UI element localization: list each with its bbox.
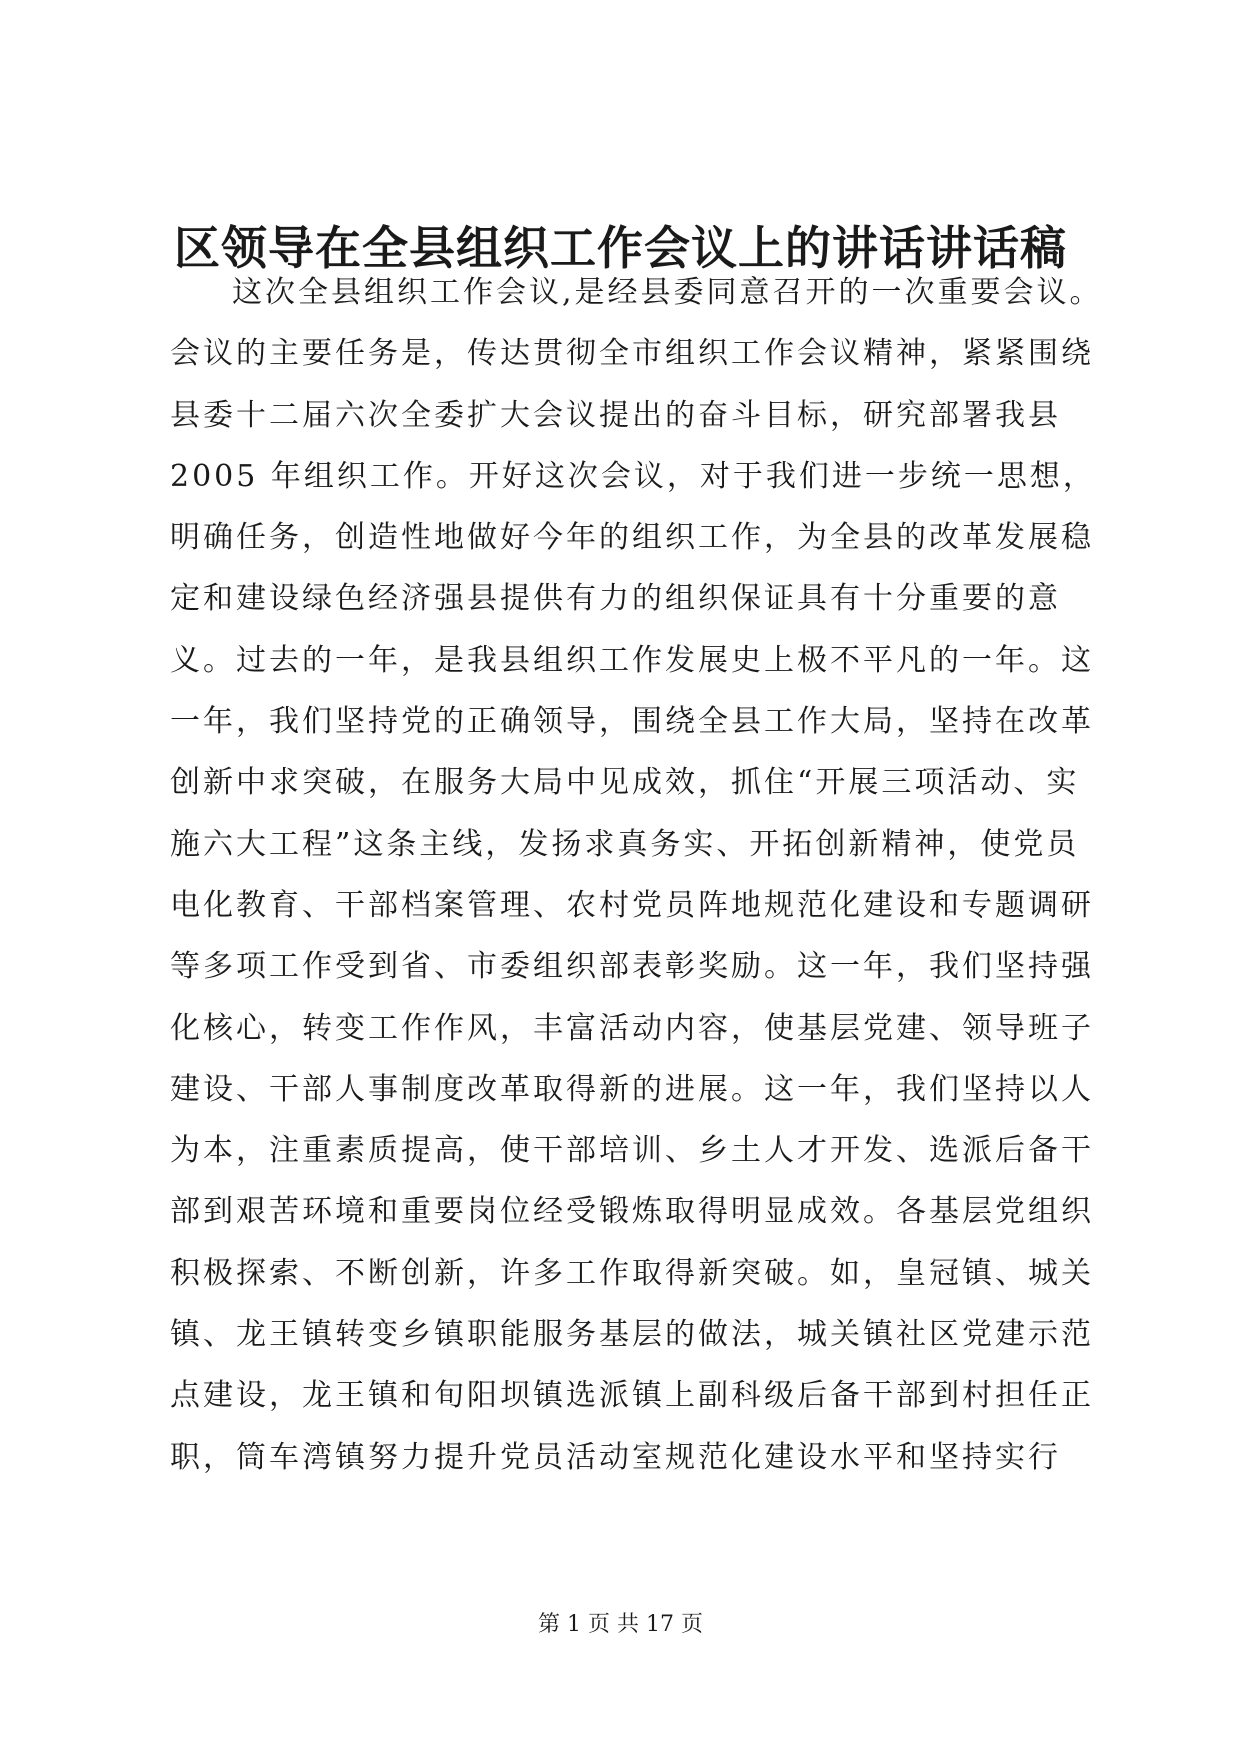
body-line: 施六大工程”这条主线，发扬求真务实、开拓创新精神，使党员 <box>170 826 1080 862</box>
body-line: 会议的主要任务是，传达贯彻全市组织工作会议精神，紧紧围绕 <box>170 336 1094 372</box>
body-line: 县委十二届六次全委扩大会议提出的奋斗目标，研究部署我县 <box>170 397 1061 433</box>
body-line: 为本，注重素质提高，使干部培训、乡土人才开发、选派后备干 <box>170 1133 1094 1169</box>
body-line: 一年，我们坚持党的正确领导，围绕全县工作大局，坚持在改革 <box>170 704 1094 740</box>
body-line: 这次全县组织工作会议,是经县委同意召开的一次重要会议。 <box>232 275 1103 310</box>
document-body <box>170 262 1103 1488</box>
body-line: 化核心，转变工作作风，丰富活动内容，使基层党建、领导班子 <box>170 1010 1094 1046</box>
body-line: 明确任务，创造性地做好今年的组织工作，为全县的改革发展稳 <box>170 520 1094 556</box>
body-line: 创新中求突破，在服务大局中见成效，抓住“开展三项活动、实 <box>170 765 1080 801</box>
body-line: 电化教育、干部档案管理、农村党员阵地规范化建设和专题调研 <box>170 887 1094 923</box>
body-line: 职，筒车湾镇努力提升党员活动室规范化建设水平和坚持实行 <box>170 1439 1061 1475</box>
body-line: 建设、干部人事制度改革取得新的进展。这一年，我们坚持以人 <box>170 1071 1094 1107</box>
body-line: 等多项工作受到省、市委组织部表彰奖励。这一年，我们坚持强 <box>170 949 1094 985</box>
body-line: 2005 年组织工作。开好这次会议，对于我们进一步统一思想， <box>170 458 1096 494</box>
document-title: 区领导在全县组织工作会议上的讲话讲话稿 <box>174 221 1067 275</box>
body-line: 镇、龙王镇转变乡镇职能服务基层的做法，城关镇社区党建示范 <box>170 1317 1094 1353</box>
body-line: 定和建设绿色经济强县提供有力的组织保证具有十分重要的意 <box>170 581 1061 617</box>
body-line: 部到艰苦环境和重要岗位经受锻炼取得明显成效。各基层党组织 <box>170 1194 1094 1230</box>
page-number-footer: 第 1 页 共 17 页 <box>538 1612 703 1637</box>
body-line: 积极探索、不断创新，许多工作取得新突破。如，皇冠镇、城关 <box>170 1255 1094 1291</box>
body-line: 点建设，龙王镇和旬阳坝镇选派镇上副科级后备干部到村担任正 <box>170 1378 1094 1414</box>
body-line: 义。过去的一年，是我县组织工作发展史上极不平凡的一年。这 <box>170 642 1094 678</box>
